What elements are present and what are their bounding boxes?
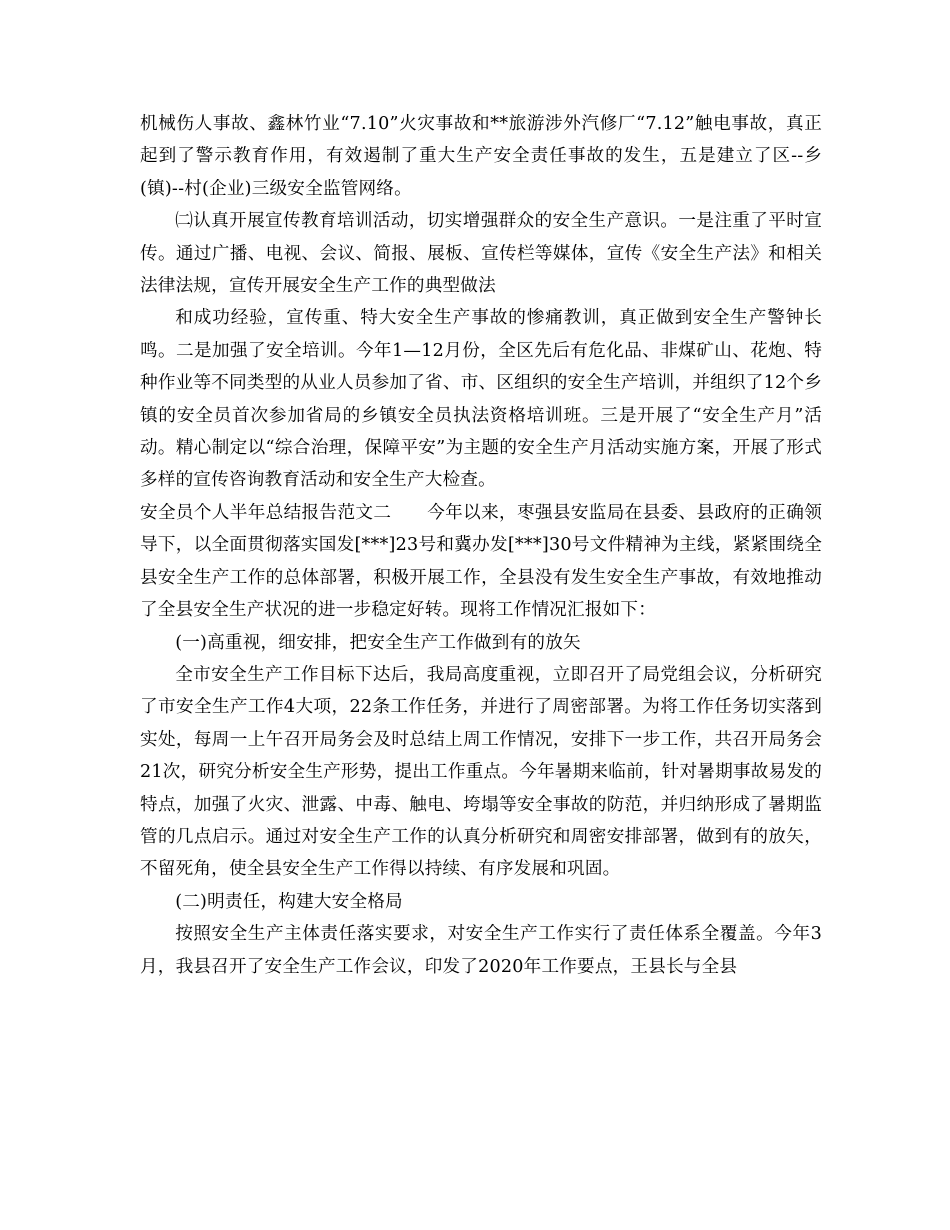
paragraph-responsibility: 按照安全生产主体责任落实要求，对安全生产工作实行了责任体系全覆盖。今年3月，我县召开了安全生产工作会议，印发了2020年工作要点，王县长与全县	[140, 924, 822, 977]
paragraph-report-intro: 安全员个人半年总结报告范文二 今年以来，枣强县安监局在县委、县政府的正确领导下，以全面贯彻落实国发[***]23号和冀办发[***]30号文件精神为主线，紧紧围绕全县安全生产工作的总体部署，积极开展工作，全县没有发生安全生产事故，有效地推动了全县安全生产状况的进一步稳定好转。现将工作情况汇报如下：	[140, 502, 822, 621]
document-page	[140, 108, 822, 1108]
section-heading-1: (一)高重视，细安排，把安全生产工作做到有的放矢	[175, 632, 581, 653]
paragraph-accident-warning: 机械伤人事故、鑫林竹业“7.10”火灾事故和**旅游涉外汽修厂“7.12”触电事故，真正起到了警示教育作用，有效遏制了重大生产安全责任事故的发生，五是建立了区--乡(镇)--村(企业)三级安全监管网络。	[140, 114, 822, 199]
section-heading-2: (二)明责任，构建大安全格局	[175, 891, 403, 912]
paragraph-work-deployment: 全市安全生产工作目标下达后，我局高度重视，立即召开了局党组会议，分析研究了市安全生产工作4大项，22条工作任务，并进行了周密部署。为将工作任务切实落到实处，每周一上午召开局务会及时总结上周工作情况，安排下一步工作，共召开局务会21次，研究分析安全生产形势，提出工作重点。今年暑期来临前，针对暑期事故易发的特点，加强了火灾、泄露、中毒、触电、垮塌等安全事故的防范，并归纳形成了暑期监管的几点启示。通过对安全生产工作的认真分析研究和周密安排部署，做到有的放矢，不留死角，使全县安全生产工作得以持续、有序发展和巩固。	[140, 664, 822, 880]
paragraph-training-experience: 和成功经验，宣传重、特大安全生产事故的惨痛教训，真正做到安全生产警钟长鸣。二是加强了安全培训。今年1—12月份，全区先后有危化品、非煤矿山、花炮、特种作业等不同类型的从业人员参加了省、市、区组织的安全生产培训，并组织了12个乡镇的安全员首次参加省局的乡镇安全员执法资格培训班。三是开展了“安全生产月”活动。精心制定以“综合治理，保障平安”为主题的安全生产月活动实施方案，开展了形式多样的宣传咨询教育活动和安全生产大检查。	[140, 308, 822, 491]
paragraph-publicity-education: ㈡认真开展宣传教育培训活动，切实增强群众的安全生产意识。一是注重了平时宣传。通过广播、电视、会议、简报、展板、宣传栏等媒体，宣传《安全生产法》和相关法律法规，宣传开展安全生产工作的典型做法	[140, 211, 822, 297]
